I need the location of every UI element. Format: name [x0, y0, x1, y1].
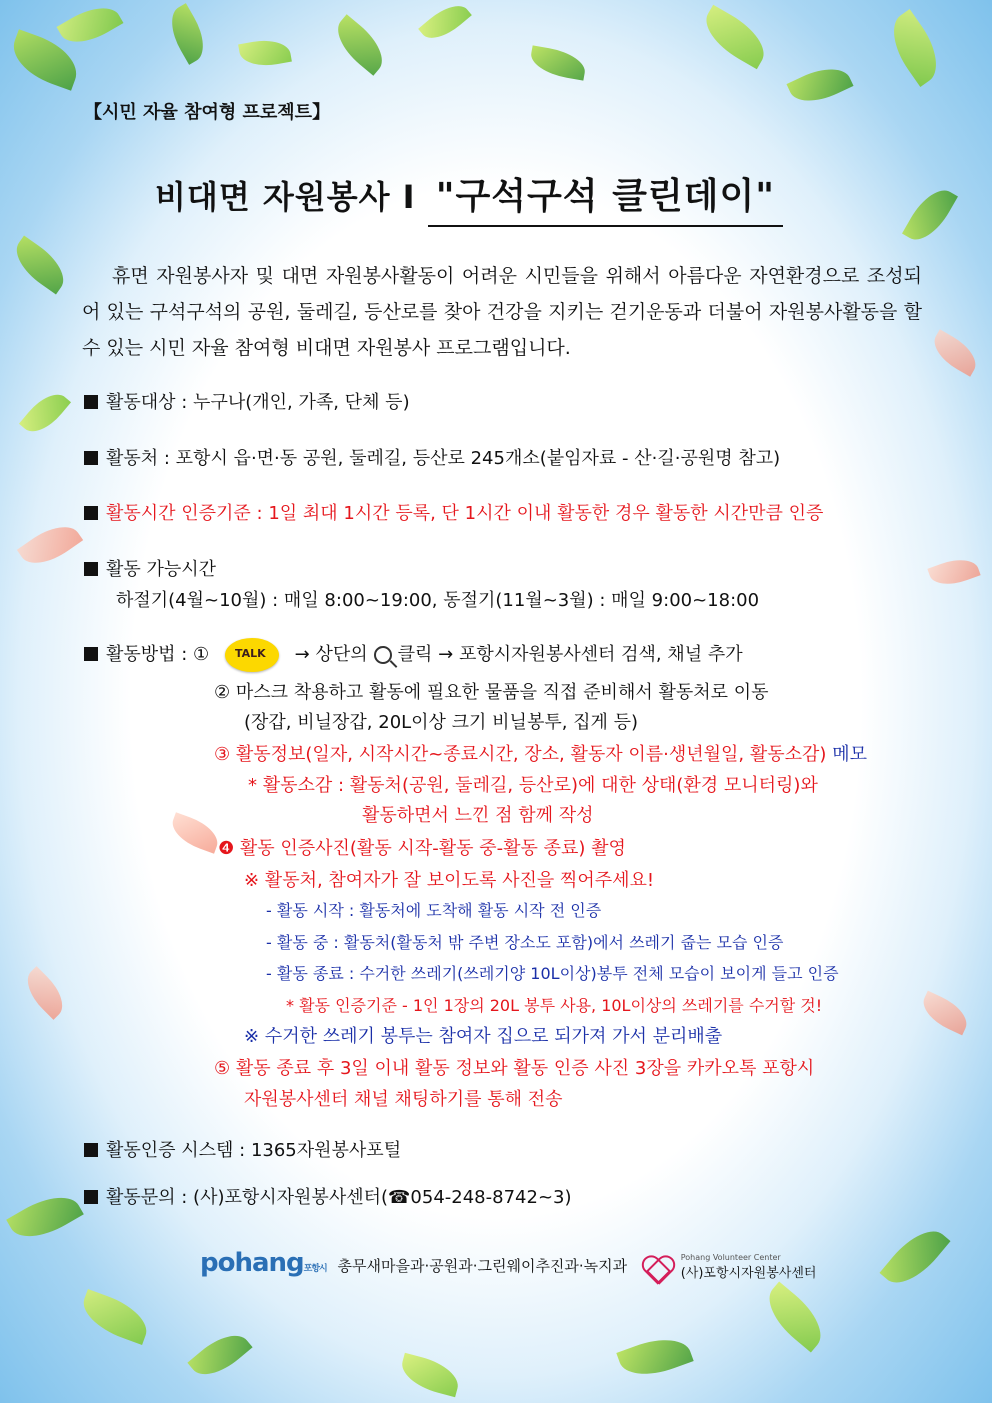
departments: 총무새마을과·공원과·그린웨이추진과·녹지과: [337, 1257, 628, 1275]
bullet-square-icon: [84, 1190, 98, 1204]
page-title: [155, 168, 783, 227]
heart-logo-icon: [642, 1252, 672, 1282]
bullet-square-icon: [84, 506, 98, 520]
item-target: [84, 388, 410, 414]
method-4-disposal: ※ 수거한 쓰레기 봉투는 참여자 집으로 되가져 가서 분리배출: [244, 1026, 723, 1047]
method-3-memo: 메모: [832, 744, 867, 765]
search-icon: [374, 646, 392, 664]
method-label: 활동방법 : ①: [106, 644, 210, 665]
item-method-1: [84, 638, 743, 672]
item-criteria: [84, 499, 823, 525]
item-criteria-text: 활동시간 인증기준 : 1일 최대 1시간 등록, 단 1시간 이내 활동한 경우 활동한 시간만큼 인증: [106, 503, 824, 524]
item-hours-label-text: 활동 가능시간: [106, 559, 217, 580]
kakaotalk-icon-label: TALK: [234, 647, 266, 660]
method-3-text: ③ 활동정보(일자, 시작시간~종료시간, 장소, 활동자 이름·생년월일, 활동소감): [214, 744, 827, 765]
bullet-square-icon: [84, 562, 98, 576]
item-system-text: 활동인증 시스템 : 1365자원봉사포털: [106, 1140, 402, 1161]
center-english-name: Pohang Volunteer Center: [680, 1252, 781, 1262]
method-4-warning: ※ 활동처, 참여자가 잘 보이도록 사진을 찍어주세요!: [244, 870, 655, 891]
pohang-logo-sub: 포항시: [303, 1264, 327, 1274]
method-4-during: - 활동 중 : 활동처(활동처 밖 주변 장소도 포함)에서 쓰레기 줍는 모습 인증: [266, 933, 784, 952]
method-3: [214, 740, 867, 766]
bullet-square-icon: [84, 395, 98, 409]
item-hours-label: [84, 555, 216, 581]
footer: [200, 1248, 816, 1282]
method-4-criteria: * 활동 인증기준 - 1인 1장의 20L 봉투 사용, 10L이상의 쓰레기를 수거할 것!: [286, 996, 823, 1015]
method-1a-text: → 상단의: [294, 644, 368, 665]
title-quote: "구석구석 클린데이": [428, 168, 783, 227]
kakaotalk-icon: [225, 638, 279, 672]
method-3-note: * 활동소감 : 활동처(공원, 둘레길, 등산로)에 대한 상태(환경 모니터링)와: [248, 775, 818, 796]
title-prefix: 비대면 자원봉사 Ⅰ: [155, 178, 416, 216]
bullet-square-icon: [84, 451, 98, 465]
pohang-logo-text: pohang: [200, 1248, 304, 1278]
intro-paragraph: 휴면 자원봉사자 및 대면 자원봉사활동이 어려운 시민들을 위해서 아름다운 자연환경으로 조성되어 있는 구석구석의 공원, 둘레길, 등산로를 찾아 건강을 지키는 걷기운동과 더불어 자원봉사활동을 할 수 있는 시민 자율 참여형 비대면 자원봉사 프로그램입니다.: [82, 265, 922, 359]
method-4-start: - 활동 시작 : 활동처에 도착해 활동 시작 전 인증: [266, 901, 602, 920]
item-system: [84, 1136, 401, 1162]
center-name: (사)포항시자원봉사센터: [680, 1265, 817, 1281]
bullet-square-icon: [84, 1143, 98, 1157]
item-hours: 하절기(4월~10월) : 매일 8:00~19:00, 동절기(11월~3월) : 매일 9:00~18:00: [116, 590, 760, 611]
item-place: [84, 444, 780, 470]
method-2: ② 마스크 착용하고 활동에 필요한 물품을 직접 준비해서 활동처로 이동: [214, 682, 769, 703]
method-1b-text: 클릭 → 포항시자원봉사센터 검색, 채널 추가: [397, 644, 743, 665]
method-5: ⑤ 활동 종료 후 3일 이내 활동 정보와 활동 인증 사진 3장을 카카오톡 포항시: [214, 1058, 815, 1079]
pohang-logo: [200, 1248, 327, 1278]
project-tag: 【시민 자율 참여형 프로젝트】: [84, 102, 331, 123]
method-5-detail: 자원봉사센터 채널 채팅하기를 통해 전송: [244, 1089, 563, 1110]
item-contact-text: 활동문의 : (사)포항시자원봉사센터(☎054-248-8742~3): [106, 1187, 572, 1208]
method-3-note2: 활동하면서 느낀 점 함께 작성: [362, 805, 594, 826]
item-target-text: 활동대상 : 누구나(개인, 가족, 단체 등): [106, 392, 410, 413]
item-place-text: 활동처 : 포항시 읍·면·동 공원, 둘레길, 등산로 245개소(붙임자료 - 산·길·공원명 참고): [106, 448, 781, 469]
item-contact: [84, 1183, 572, 1209]
method-4-end: - 활동 종료 : 수거한 쓰레기(쓰레기양 10L이상)봉투 전체 모습이 보이게 들고 인증: [266, 964, 839, 983]
bullet-square-icon: [84, 647, 98, 661]
method-2-detail: (장갑, 비닐장갑, 20L이상 크기 비닐봉투, 집게 등): [244, 712, 639, 733]
method-4: ❹ 활동 인증사진(활동 시작-활동 중-활동 종료) 촬영: [218, 838, 626, 859]
center-logo: [681, 1253, 817, 1281]
